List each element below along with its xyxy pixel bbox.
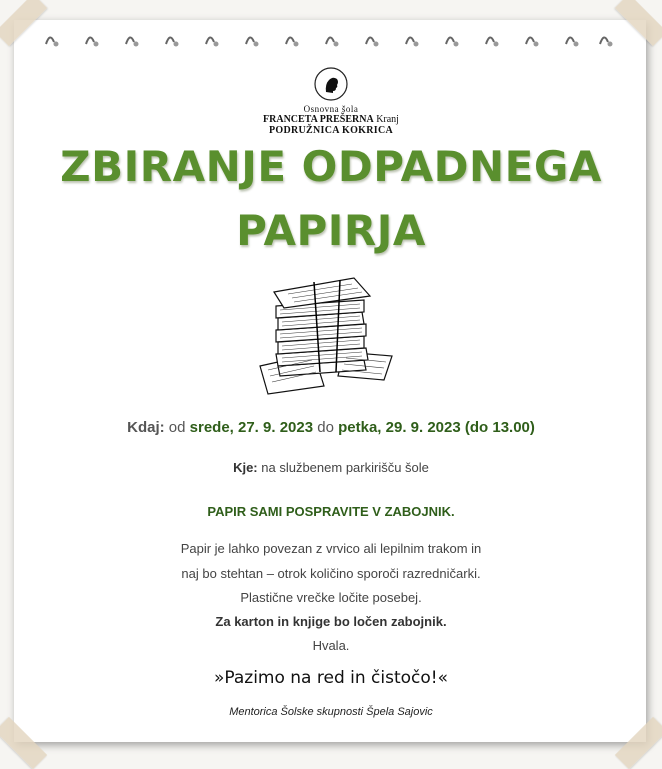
- paragraph-line: naj bo stehtan – otrok količino sporoči razredničarki.: [181, 566, 481, 581]
- when-from-date: srede, 27. 9. 2023: [189, 419, 314, 436]
- when-to-date: petka, 29. 9. 2023 (do 13.00): [338, 419, 535, 436]
- school-city: Kranj: [376, 114, 399, 125]
- paragraph-line: Papir je lahko povezan z vrvico ali lepilnim trakom in: [180, 541, 482, 556]
- paragraph-thanks: Hvala.: [312, 638, 350, 653]
- school-name-line2: [0, 114, 662, 125]
- school-name-bold: FRANCETA PREŠERNA: [263, 114, 374, 125]
- school-logo: [0, 66, 662, 107]
- signature: Mentorica Šolske skupnosti Špela Sajovic: [229, 706, 433, 718]
- newspaper-stack-icon: [254, 270, 398, 400]
- where-label: Kje:: [233, 460, 258, 475]
- where-text: na službenem parkirišču šole: [261, 460, 429, 475]
- spiral-binding-icon: [40, 30, 620, 52]
- poster-title-line2: PAPIRJA: [236, 206, 426, 255]
- poster-title-line1: ZBIRANJE ODPADNEGA: [60, 142, 602, 191]
- preseren-portrait-icon: [313, 66, 349, 102]
- when-to-word: do: [317, 419, 334, 436]
- school-branch: PODRUŽNICA KOKRICA: [268, 125, 394, 136]
- paragraph-line-bold: Za karton in knjige bo ločen zabojnik.: [215, 614, 447, 629]
- notice-text: PAPIR SAMI POSPRAVITE V ZABOJNIK.: [207, 504, 455, 519]
- slogan: »Pazimo na red in čistočo!«: [213, 668, 449, 688]
- school-name-line1: Osnovna šola: [303, 104, 359, 114]
- when-from-word: od: [168, 419, 186, 436]
- when-label: Kdaj:: [127, 419, 165, 436]
- where-line: [0, 460, 662, 475]
- when-line: [0, 419, 662, 436]
- paragraph-line: Plastične vrečke ločite posebej.: [240, 590, 422, 605]
